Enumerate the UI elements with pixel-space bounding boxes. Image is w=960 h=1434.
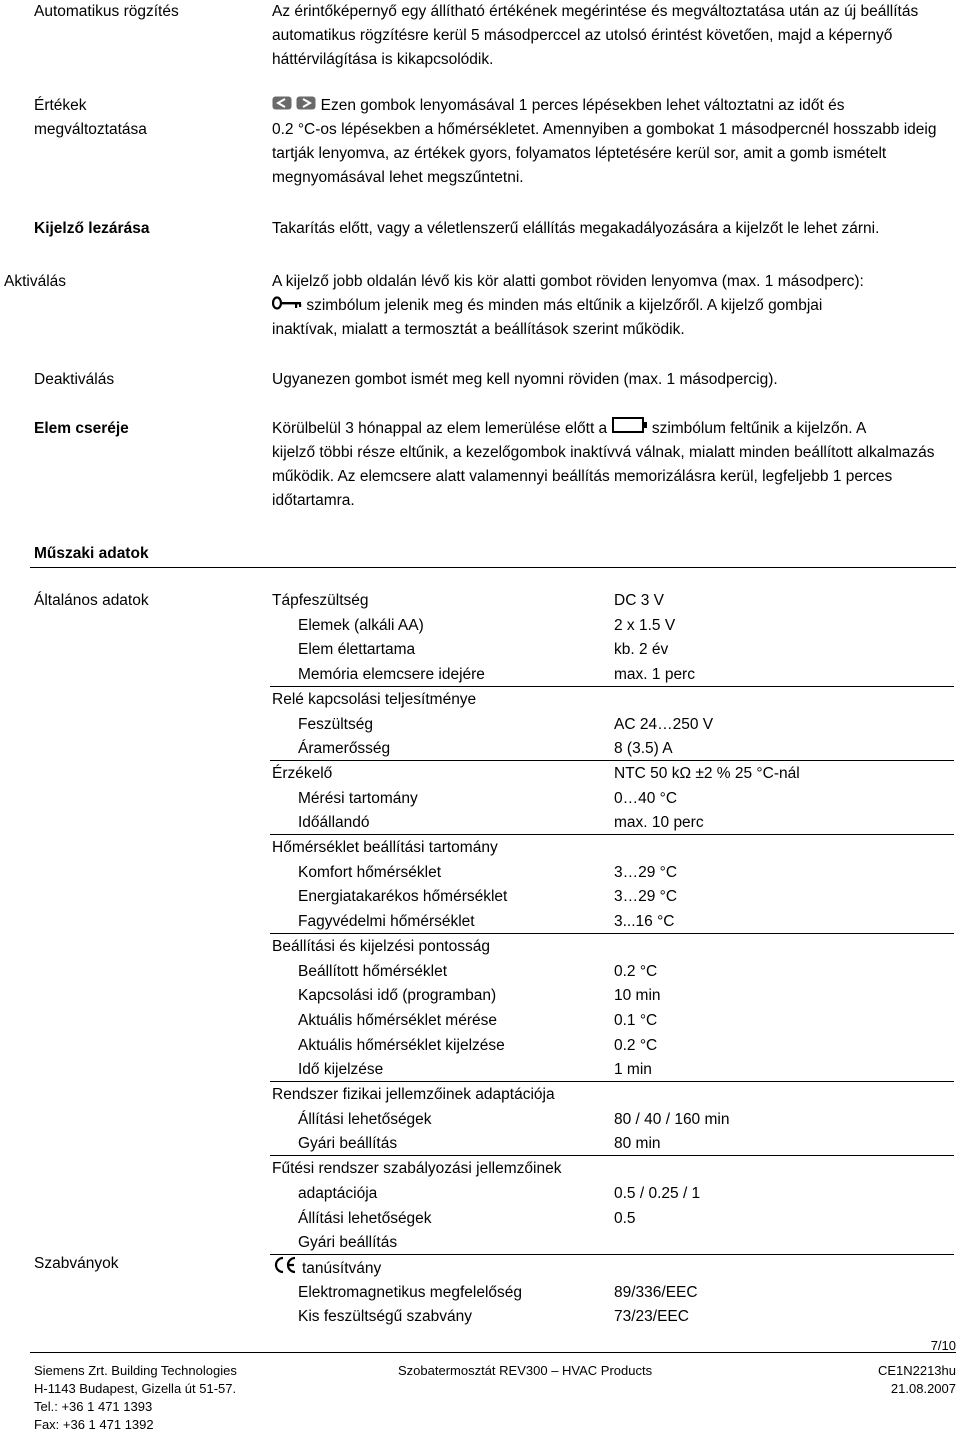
spec-row [272, 614, 956, 638]
spec-value: 3…29 °C [614, 888, 678, 905]
spec-group-divider [270, 834, 954, 835]
spec-row [272, 1281, 956, 1305]
spec-row [272, 663, 956, 687]
values-label: Értékek megváltoztatása [34, 97, 147, 138]
footer-doc-block: CE1N2213hu 21.08.2007 [877, 1363, 956, 1396]
footer-divider [30, 1352, 956, 1353]
spec-row [272, 1157, 956, 1181]
tech-heading: Műszaki adatok [34, 545, 149, 562]
spec-row [272, 984, 956, 1008]
spec-key: Gyári beállítás [298, 1135, 398, 1152]
battery-text: Körülbelül 3 hónappal az elem lemerülése előtt a szimbólum feltűnik a kijelzőn. A kijelző többi része eltűnik, a kezelőgombok inaktívvá válnak, mialatt minden beállított alkalmazás működik. Az elemcsere alatt valamennyi beállítás memorizálásra kerül, legfeljebb 1 perces időtartamra. [272, 417, 952, 513]
spec-row [272, 589, 956, 613]
spec-group-divider [270, 686, 954, 687]
spec-row [272, 713, 956, 737]
autolock-text: Az érintőképernyő egy állítható értékének megérintése és megváltoztatása után az új beállítás automatikus rögzítésre kerül 5 másodperccel az utolsó érintést követően, majd a képernyő háttérvilágítása is kikapcsolódik. [272, 3, 919, 68]
spec-key: Rendszer fizikai jellemzőinek adaptációja [272, 1086, 555, 1103]
spec-row [272, 1305, 956, 1329]
spec-group-divider [270, 1155, 954, 1156]
spec-value: 89/336/EEC [614, 1284, 698, 1301]
lock-label: Kijelző lezárása [34, 220, 150, 237]
spec-value: kb. 2 év [614, 641, 669, 658]
footer-product: Szobatermosztát REV300 – HVAC Products [398, 1363, 653, 1378]
spec-row [272, 836, 956, 860]
spec-value: 3...16 °C [614, 913, 675, 930]
spec-key: Állítási lehetőségek [298, 1210, 432, 1227]
spec-key: Memória elemcsere idejére [298, 666, 485, 683]
spec-value: 73/23/EEC [614, 1308, 689, 1325]
spec-row [272, 1108, 956, 1132]
right-arrow-button-icon [296, 94, 316, 118]
key-icon [272, 294, 302, 318]
spec-row [272, 688, 956, 712]
spec-group-divider [270, 1254, 954, 1255]
deactivate-label: Deaktiválás [34, 371, 115, 388]
values-text: Ezen gombok lenyomásával 1 perces lépésekben lehet változtatni az időt és 0.2 °C-os lépésekben a hőmérsékletet. Amennyiben a gombokat 1 másodpercnél hosszabb ideig tartják lenyomva, az értékek gyors, folyamatos léptetésére kerül sor, amit a gomb ismételt megnyomásával lehet megszűntetni. [272, 94, 952, 190]
lock-text: Takarítás előtt, vagy a véletlenszerű elállítás megakadályozására a kijelzőt le lehet zárni. [272, 220, 880, 237]
spec-group-divider [270, 1081, 954, 1082]
spec-row [272, 1009, 956, 1033]
spec-row [272, 935, 956, 959]
spec-row [272, 885, 956, 909]
spec-key [272, 1256, 381, 1282]
spec-value: 80 min [614, 1135, 661, 1152]
spec-key: Aktuális hőmérséklet kijelzése [298, 1037, 505, 1054]
tech-heading-divider [30, 567, 956, 568]
spec-key: Fűtési rendszer szabályozási jellemzőinek [272, 1160, 562, 1177]
spec-value: 3…29 °C [614, 864, 678, 881]
spec-row [272, 737, 956, 761]
spec-key: Elektromagnetikus megfelelőség [298, 1284, 523, 1301]
spec-value: 1 min [614, 1061, 652, 1078]
spec-value: DC 3 V [614, 592, 664, 609]
spec-key: Állítási lehetőségek [298, 1111, 432, 1128]
spec-value: 0.5 [614, 1210, 636, 1227]
spec-row [272, 787, 956, 811]
spec-row [272, 1034, 956, 1058]
battery-icon [612, 417, 648, 441]
spec-key: adaptációja [298, 1185, 378, 1202]
spec-row [272, 811, 956, 835]
spec-value: 0.5 / 0.25 / 1 [614, 1185, 701, 1202]
spec-row [272, 1231, 956, 1255]
spec-key: Feszültség [298, 716, 373, 733]
spec-value: max. 10 perc [614, 814, 704, 831]
activate-label: Aktiválás [4, 273, 67, 290]
spec-value: 10 min [614, 987, 661, 1004]
spec-value: 0…40 °C [614, 790, 678, 807]
spec-key: Aktuális hőmérséklet mérése [298, 1012, 497, 1029]
spec-key: Áramerősség [298, 740, 391, 757]
spec-key: Elem élettartama [298, 641, 416, 658]
spec-key: Energiatakarékos hőmérséklet [298, 888, 508, 905]
spec-key: Fagyvédelmi hőmérséklet [298, 913, 475, 930]
spec-row [272, 1132, 956, 1156]
spec-key: Tápfeszültség [272, 592, 369, 609]
general-label: Általános adatok [34, 592, 149, 609]
spec-row [272, 1207, 956, 1231]
spec-key: Kis feszültségű szabvány [298, 1308, 473, 1325]
spec-key: Beállítási és kijelzési pontosság [272, 938, 490, 955]
spec-row [272, 1256, 956, 1280]
spec-value: NTC 50 kΩ ±2 % 25 °C-nál [614, 765, 800, 782]
spec-row [272, 1083, 956, 1107]
spec-key: Gyári beállítás [298, 1234, 398, 1251]
deactivate-text: Ugyanezen gombot ismét meg kell nyomni röviden (max. 1 másodpercig). [272, 371, 778, 388]
battery-label: Elem cseréje [34, 420, 129, 437]
spec-key: Relé kapcsolási teljesítménye [272, 691, 477, 708]
ce-mark-icon [272, 1256, 298, 1282]
spec-key: Komfort hőmérséklet [298, 864, 441, 881]
spec-key: Időállandó [298, 814, 370, 831]
spec-row [272, 960, 956, 984]
spec-row [272, 1058, 956, 1082]
spec-value: 80 / 40 / 160 min [614, 1111, 730, 1128]
autolock-label: Automatikus rögzítés [34, 3, 179, 20]
spec-key: Mérési tartomány [298, 790, 418, 807]
spec-value: 0.2 °C [614, 1037, 658, 1054]
left-arrow-button-icon [272, 94, 292, 118]
spec-key: Elemek (alkáli AA) [298, 617, 424, 634]
spec-value: AC 24…250 V [614, 716, 714, 733]
spec-row [272, 638, 956, 662]
page-number: 7/10 [930, 1338, 956, 1353]
spec-key: Idő kijelzése [298, 1061, 384, 1078]
standards-label: Szabványok [34, 1255, 119, 1272]
activate-text: A kijelző jobb oldalán lévő kis kör alatti gombot röviden lenyomva (max. 1 másodperc): szimbólum jelenik meg és minden más eltűnik a kijelzőről. A kijelző gombjai inaktívak, mialatt a termosztát a beállítások szerint működik. [272, 273, 864, 339]
spec-value: 2 x 1.5 V [614, 617, 676, 634]
spec-key: Érzékelő [272, 765, 333, 782]
spec-group-divider [270, 760, 954, 761]
spec-key: Beállított hőmérséklet [298, 963, 448, 980]
spec-row [272, 861, 956, 885]
spec-value: 8 (3.5) A [614, 740, 673, 757]
spec-value: 0.1 °C [614, 1012, 658, 1029]
spec-value: max. 1 perc [614, 666, 695, 683]
spec-key-text: tanúsítvány [302, 1260, 382, 1278]
spec-row [272, 762, 956, 786]
footer-company-block: Siemens Zrt. Building Technologies H-1143 Budapest, Gizella út 51-57. Tel.: +36 1 471 1393 Fax: +36 1 471 1392 [34, 1363, 237, 1432]
spec-key: Kapcsolási idő (programban) [298, 987, 497, 1004]
spec-row [272, 1182, 956, 1206]
spec-row [272, 910, 956, 934]
spec-value: 0.2 °C [614, 963, 658, 980]
spec-key: Hőmérséklet beállítási tartomány [272, 839, 498, 856]
spec-group-divider [270, 933, 954, 934]
